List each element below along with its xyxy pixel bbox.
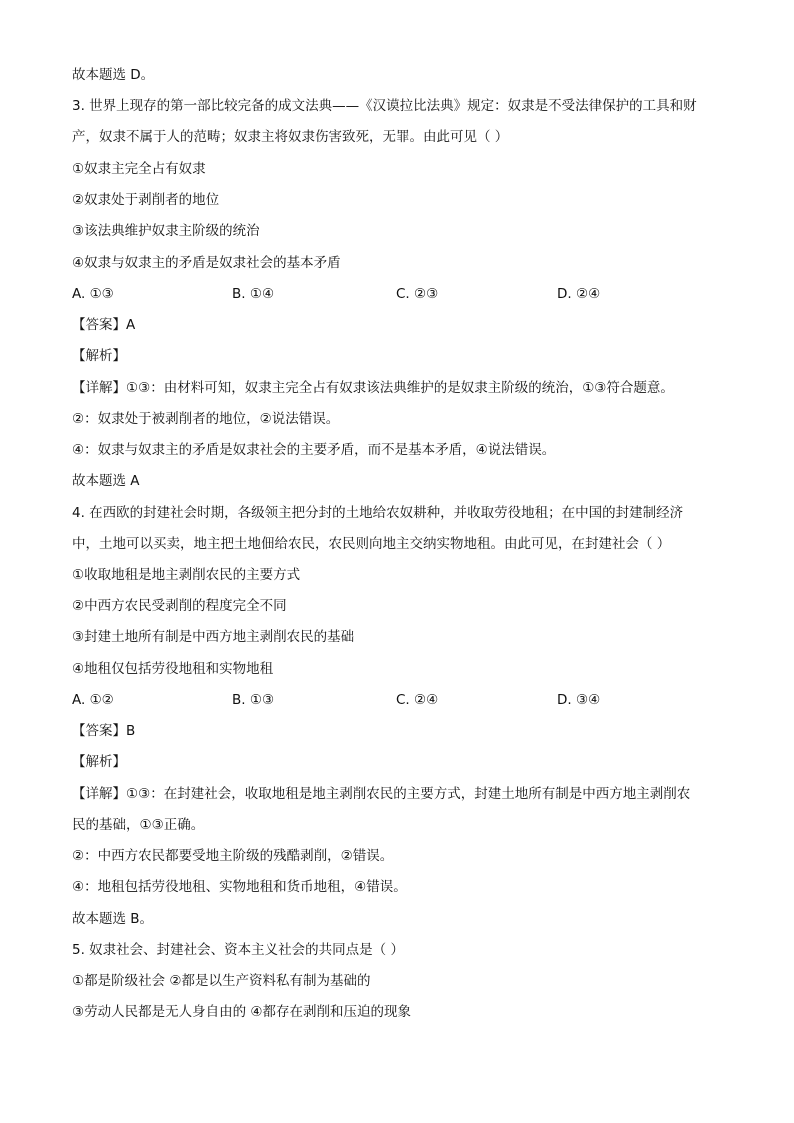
statement-3: ③封建土地所有制是中西方地主剥削农民的基础	[72, 629, 355, 645]
explanation-line: 民的基础，①③正确。	[72, 817, 205, 833]
statement-3: ③该法典维护奴隶主阶级的统治	[72, 223, 260, 239]
question-3-stem-cont: 产，奴隶不属于人的范畴；奴隶主将奴隶伤害致死，无罪。由此可见（ ）	[72, 129, 509, 145]
conclusion-line: 故本题选 A	[72, 473, 140, 489]
analysis-label: 【解析】	[72, 754, 126, 770]
question-3-stem: 3. 世界上现存的第一部比较完备的成文法典——《汉谟拉比法典》规定：奴隶是不受法律保护的工具和财	[72, 98, 697, 114]
question-4-stem-cont: 中，土地可以买卖，地主把土地佃给农民，农民则向地主交纳实物地租。由此可见，在封建社会（ ）	[72, 536, 671, 552]
option-d: D. ③④	[557, 692, 601, 708]
question-4-stem: 4. 在西欧的封建社会时期，各级领主把分封的土地给农奴耕种，并收取劳役地租；在中国的封建制经济	[72, 505, 684, 521]
analysis-label: 【解析】	[72, 348, 126, 364]
explanation-line: 【详解】①③：在封建社会，收取地租是地主剥削农民的主要方式，封建土地所有制是中西方地主剥削农	[72, 786, 691, 802]
explanation-line: ②：中西方农民都要受地主阶级的残酷剥削，②错误。	[72, 848, 394, 864]
conclusion-line: 故本题选 B。	[72, 911, 154, 927]
option-b: B. ①④	[232, 286, 275, 302]
option-c: C. ②④	[396, 692, 439, 708]
statement-4: ④地租仅包括劳役地租和实物地租	[72, 661, 274, 677]
option-b: B. ①③	[232, 692, 275, 708]
answer-label: 【答案】A	[72, 317, 136, 333]
statement-2: ②中西方农民受剥削的程度完全不同	[72, 598, 287, 614]
statement-row: ①都是阶级社会 ②都是以生产资料私有制为基础的	[72, 973, 371, 989]
explanation-line: ④：地租包括劳役地租、实物地租和货币地租，④错误。	[72, 879, 407, 895]
statement-row: ③劳动人民都是无人身自由的 ④都存在剥削和压迫的现象	[72, 1004, 411, 1020]
option-a: A. ①③	[72, 286, 114, 302]
statement-1: ①奴隶主完全占有奴隶	[72, 161, 206, 177]
question-4-options	[72, 691, 732, 709]
text-line: 故本题选 D。	[72, 67, 155, 83]
explanation-line: ④：奴隶与奴隶主的矛盾是奴隶社会的主要矛盾，而不是基本矛盾，④说法错误。	[72, 442, 556, 458]
statement-2: ②奴隶处于剥削者的地位	[72, 192, 220, 208]
answer-label: 【答案】B	[72, 723, 136, 739]
option-d: D. ②④	[557, 286, 601, 302]
statement-4: ④奴隶与奴隶主的矛盾是奴隶社会的基本矛盾	[72, 255, 341, 271]
explanation-line: ②：奴隶处于被剥削者的地位，②说法错误。	[72, 411, 340, 427]
explanation-line: 【详解】①③：由材料可知，奴隶主完全占有奴隶该法典维护的是奴隶主阶级的统治，①③符合题意。	[72, 380, 674, 396]
option-a: A. ①②	[72, 692, 114, 708]
option-c: C. ②③	[396, 286, 439, 302]
question-5-stem: 5. 奴隶社会、封建社会、资本主义社会的共同点是（ ）	[72, 942, 404, 958]
statement-1: ①收取地租是地主剥削农民的主要方式	[72, 567, 301, 583]
question-3-options	[72, 285, 732, 303]
